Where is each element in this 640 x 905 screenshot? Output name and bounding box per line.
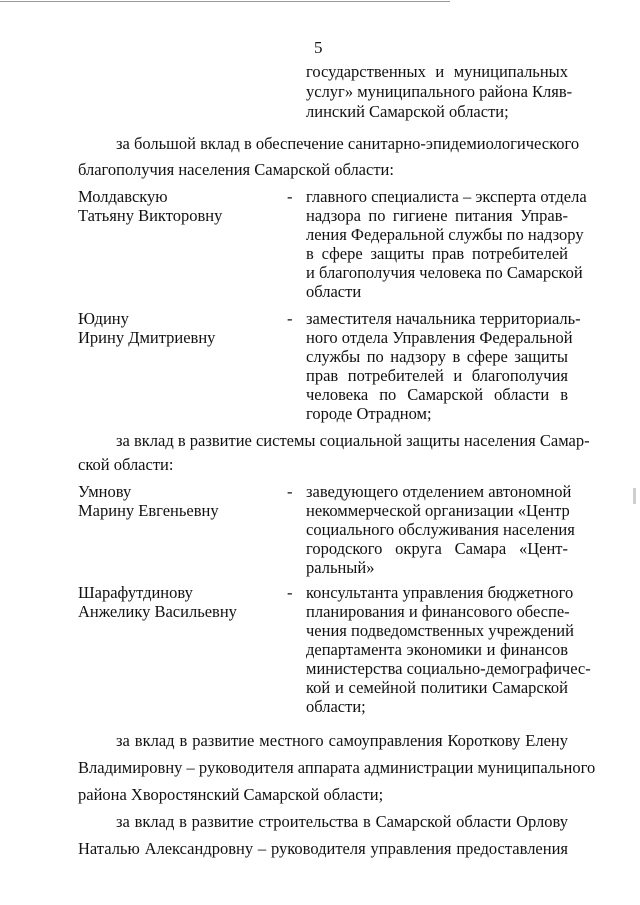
position-line: чения подведомственных учреждений bbox=[306, 621, 574, 640]
position-line: городского округа Самара «Цент- bbox=[306, 539, 568, 558]
position-line: заместителя начальника территориаль- bbox=[306, 309, 581, 328]
position-line: в сфере защиты прав потребителей bbox=[306, 244, 568, 263]
recipient-surname: Умнову bbox=[78, 482, 132, 501]
top-border-line bbox=[0, 1, 450, 2]
position-line: кой и семейной политики Самарской bbox=[306, 678, 568, 697]
recipient-surname: Юдину bbox=[78, 309, 129, 328]
recipient-given-names: Анжелику Васильевну bbox=[78, 602, 237, 621]
award-paragraph-line: за вклад в развитие строительства в Самарской области Орлову bbox=[116, 812, 568, 831]
position-line: области bbox=[306, 282, 362, 301]
position-line: заведующего отделением автономной bbox=[306, 482, 572, 501]
scan-edge-mark bbox=[633, 488, 636, 504]
section-heading: за вклад в развитие системы социальной защиты населения Самар- bbox=[116, 431, 590, 450]
award-paragraph-line: Наталью Александровну – руководителя управления предоставления bbox=[78, 839, 568, 858]
continuation-line: линский Самарской области; bbox=[306, 102, 509, 121]
entry-dash: - bbox=[287, 309, 293, 328]
position-line: прав потребителей и благополучия bbox=[306, 366, 568, 385]
recipient-given-names: Ирину Дмитриевну bbox=[78, 328, 216, 347]
recipient-given-names: Марину Евгеньевну bbox=[78, 501, 219, 520]
position-line: планирования и финансового обеспе- bbox=[306, 602, 570, 621]
entry-dash: - bbox=[287, 187, 293, 206]
position-line: департамента экономики и финансов bbox=[306, 640, 568, 659]
position-line: надзора по гигиене питания Управ- bbox=[306, 206, 568, 225]
page-number: 5 bbox=[314, 38, 323, 57]
entry-dash: - bbox=[287, 482, 293, 501]
position-line: консультанта управления бюджетного bbox=[306, 583, 574, 602]
entry-dash: - bbox=[287, 583, 293, 602]
position-line: области; bbox=[306, 697, 366, 716]
award-paragraph-line: Владимировну – руководителя аппарата администрации муниципального bbox=[78, 758, 596, 777]
position-line: министерства социально-демографичес- bbox=[306, 659, 591, 678]
award-paragraph-line: за вклад в развитие местного самоуправления Короткову Елену bbox=[116, 731, 568, 750]
continuation-line: услуг» муниципального района Кляв- bbox=[306, 82, 573, 101]
recipient-surname: Молдавскую bbox=[78, 187, 168, 206]
position-line: и благополучия человека по Самарской bbox=[306, 263, 583, 282]
section-heading: благополучия населения Самарской области: bbox=[78, 160, 394, 179]
section-heading: за большой вклад в обеспечение санитарно-эпидемиологического bbox=[116, 134, 580, 153]
position-line: главного специалиста – эксперта отдела bbox=[306, 187, 587, 206]
recipient-given-names: Татьяну Викторовну bbox=[78, 206, 223, 225]
award-paragraph-line: района Хворостянский Самарской области; bbox=[78, 785, 384, 804]
recipient-surname: Шарафутдинову bbox=[78, 583, 193, 602]
position-line: человека по Самарской области в bbox=[306, 385, 568, 404]
position-line: ного отдела Управления Федеральной bbox=[306, 328, 573, 347]
position-line: некоммерческой организации «Центр bbox=[306, 501, 570, 520]
position-line: службы по надзору в сфере защиты bbox=[306, 347, 568, 366]
position-line: ральный» bbox=[306, 558, 375, 577]
continuation-line: государственных и муниципальных bbox=[306, 62, 568, 81]
section-heading: ской области: bbox=[78, 455, 174, 474]
position-line: социального обслуживания населения bbox=[306, 520, 575, 539]
position-line: городе Отрадном; bbox=[306, 404, 432, 423]
position-line: ления Федеральной службы по надзору bbox=[306, 225, 584, 244]
